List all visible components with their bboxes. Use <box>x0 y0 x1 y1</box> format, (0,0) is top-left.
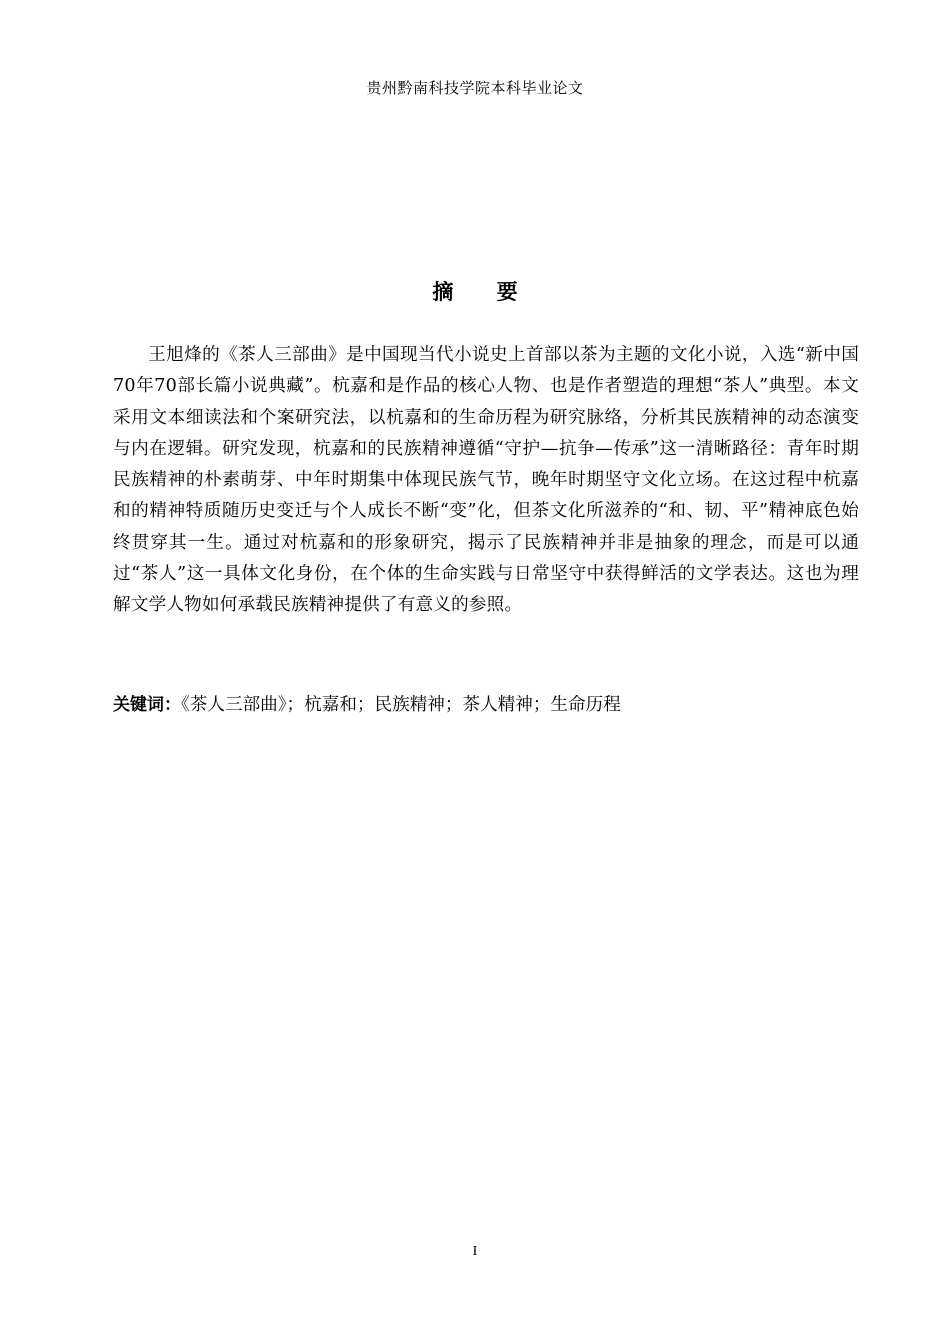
keywords-text: 《茶人三部曲》；杭嘉和；民族精神；茶人精神；生命历程 <box>181 695 621 715</box>
keywords-line <box>113 690 859 721</box>
running-header: 贵州黔南科技学院本科毕业论文 <box>366 79 584 97</box>
abstract-title: 摘 要 <box>432 280 536 304</box>
abstract-body: 王旭烽的《茶人三部曲》是中国现当代小说史上首部以茶为主题的文化小说，入选“新中国70年70部长篇小说典藏”。杭嘉和是作品的核心人物、也是作者塑造的理想“茶人”典型。本文采用文本细读法和个案研究法，以杭嘉和的生命历程为研究脉络，分析其民族精神的动态演变与内在逻辑。研究发现，杭嘉和的民族精神遵循“守护—抗争—传承”这一清晰路径：青年时期民族精神的朴素萌芽、中年时期集中体现民族气节，晚年时期坚守文化立场。在这过程中杭嘉和的精神特质随历史变迁与个人成长不断“变”化，但茶文化所滋养的“和、韧、平”精神底色始终贯穿其一生。通过对杭嘉和的形象研究，揭示了民族精神并非是抽象的理念，而是可以通过“茶人”这一具体文化身份，在个体的生命实践与日常坚守中获得鲜活的文学表达。这也为理解文学人物如何承载民族精神提供了有意义的参照。 <box>113 345 859 616</box>
keywords-label: 关键词： <box>113 695 181 715</box>
page-number: I <box>472 1244 478 1259</box>
